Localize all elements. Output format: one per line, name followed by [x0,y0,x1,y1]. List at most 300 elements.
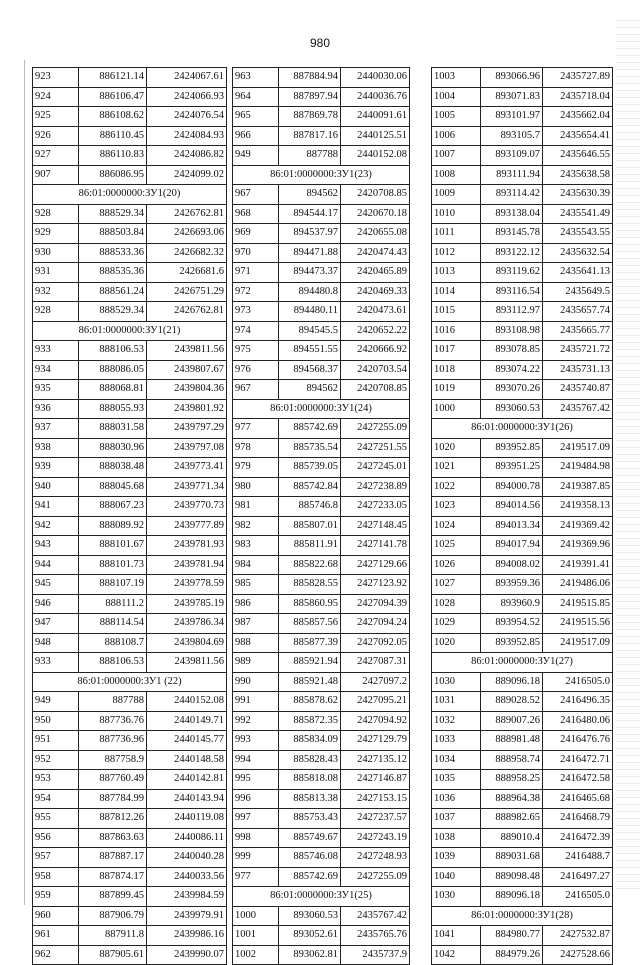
table-row [233,302,410,322]
x-coordinate-cell: 888086.05 [79,360,147,380]
point-number-cell: 973 [233,302,279,322]
section-header-row [432,653,613,673]
y-coordinate-cell: 2427094.39 [341,594,410,614]
x-coordinate-cell: 893066.96 [481,68,543,88]
x-coordinate-cell: 886110.45 [79,126,147,146]
point-number-cell: 994 [233,750,279,770]
table-row [233,263,410,283]
table-row [432,731,613,751]
point-number-cell: 933 [33,653,79,673]
y-coordinate-cell: 2416472.71 [543,750,613,770]
y-coordinate-cell: 2440040.28 [147,848,227,868]
table-row [33,809,227,829]
table-row [233,867,410,887]
x-coordinate-cell: 888106.53 [79,653,147,673]
point-number-cell: 1038 [432,828,481,848]
x-coordinate-cell: 893959.36 [481,575,543,595]
x-coordinate-cell: 888981.48 [481,731,543,751]
y-coordinate-cell: 2427094.24 [341,614,410,634]
point-number-cell: 947 [33,614,79,634]
table-row [33,458,227,478]
table-row [33,243,227,263]
x-coordinate-cell: 888561.24 [79,282,147,302]
y-coordinate-cell: 2439984.59 [147,887,227,907]
x-coordinate-cell: 885753.43 [279,809,341,829]
point-number-cell: 1006 [432,126,481,146]
point-number-cell: 989 [233,653,279,673]
y-coordinate-cell: 2435721.72 [543,341,613,361]
point-number-cell: 935 [33,380,79,400]
table-row [33,360,227,380]
y-coordinate-cell: 2440152.08 [147,692,227,712]
point-number-cell: 1024 [432,516,481,536]
y-coordinate-cell: 2427094.92 [341,711,410,731]
x-coordinate-cell: 888503.84 [79,224,147,244]
cadastral-section-label: 86:01:0000000:ЗУ1 (22) [33,672,227,692]
y-coordinate-cell: 2440091.61 [341,107,410,127]
y-coordinate-cell: 2440086.11 [147,828,227,848]
table-row [432,575,613,595]
x-coordinate-cell: 893101.97 [481,107,543,127]
x-coordinate-cell: 893108.98 [481,321,543,341]
table-row [33,575,227,595]
point-number-cell: 977 [233,419,279,439]
x-coordinate-cell: 888030.96 [79,438,147,458]
table-row [33,789,227,809]
point-number-cell: 990 [233,672,279,692]
table-row [432,438,613,458]
table-row [33,516,227,536]
x-coordinate-cell: 894568.37 [279,360,341,380]
table-row [432,321,613,341]
x-coordinate-cell: 888107.19 [79,575,147,595]
table-row [233,224,410,244]
table-row [432,107,613,127]
x-coordinate-cell: 887736.76 [79,711,147,731]
point-number-cell: 1041 [432,926,481,946]
y-coordinate-cell: 2416476.76 [543,731,613,751]
table-row [432,867,613,887]
y-coordinate-cell: 2435543.55 [543,224,613,244]
point-number-cell: 1037 [432,809,481,829]
x-coordinate-cell: 893071.83 [481,87,543,107]
point-number-cell: 938 [33,438,79,458]
x-coordinate-cell: 887736.96 [79,731,147,751]
y-coordinate-cell: 2435727.89 [543,68,613,88]
y-coordinate-cell: 2439781.93 [147,536,227,556]
y-coordinate-cell: 2435737.9 [341,945,410,965]
y-coordinate-cell: 2420708.85 [341,380,410,400]
table-row [233,126,410,146]
y-coordinate-cell: 2419387.85 [543,477,613,497]
table-row [432,341,613,361]
section-header-row [432,419,613,439]
x-coordinate-cell: 894017.94 [481,536,543,556]
table-row [432,750,613,770]
table-row [432,204,613,224]
x-coordinate-cell: 888529.34 [79,302,147,322]
y-coordinate-cell: 2440148.58 [147,750,227,770]
table-row [33,633,227,653]
table-row [233,497,410,517]
table-row [432,146,613,166]
table-row [432,165,613,185]
y-coordinate-cell: 2435740.87 [543,380,613,400]
point-number-cell: 1000 [233,906,279,926]
point-number-cell: 952 [33,750,79,770]
y-coordinate-cell: 2424086.82 [147,146,227,166]
point-number-cell: 997 [233,809,279,829]
point-number-cell: 986 [233,594,279,614]
x-coordinate-cell: 893122.12 [481,243,543,263]
y-coordinate-cell: 2440142.81 [147,770,227,790]
y-coordinate-cell: 2439804.36 [147,380,227,400]
table-row [233,711,410,731]
x-coordinate-cell: 888964.38 [481,789,543,809]
x-coordinate-cell: 885822.68 [279,555,341,575]
section-header-row [233,165,410,185]
point-number-cell: 967 [233,380,279,400]
point-number-cell: 978 [233,438,279,458]
x-coordinate-cell: 894008.02 [481,555,543,575]
x-coordinate-cell: 888529.34 [79,204,147,224]
table-row [33,380,227,400]
table-row [432,516,613,536]
x-coordinate-cell: 884980.77 [481,926,543,946]
point-number-cell: 932 [33,282,79,302]
point-number-cell: 1017 [432,341,481,361]
y-coordinate-cell: 2427251.55 [341,438,410,458]
point-number-cell: 944 [33,555,79,575]
y-coordinate-cell: 2419391.41 [543,555,613,575]
table-row [233,146,410,166]
table-row [33,887,227,907]
x-coordinate-cell: 887788 [79,692,147,712]
y-coordinate-cell: 2427243.19 [341,828,410,848]
point-number-cell: 1008 [432,165,481,185]
point-number-cell: 958 [33,867,79,887]
point-number-cell: 1002 [233,945,279,965]
y-coordinate-cell: 2427532.87 [543,926,613,946]
table-row [33,906,227,926]
table-row [432,126,613,146]
point-number-cell: 1030 [432,672,481,692]
coordinates-table-middle [232,67,410,965]
x-coordinate-cell: 885834.09 [279,731,341,751]
point-number-cell: 945 [33,575,79,595]
point-number-cell: 955 [33,809,79,829]
x-coordinate-cell: 893952.85 [481,438,543,458]
point-number-cell: 1012 [432,243,481,263]
point-number-cell: 927 [33,146,79,166]
table-row [233,360,410,380]
x-coordinate-cell: 885872.35 [279,711,341,731]
table-row [233,770,410,790]
table-row [233,185,410,205]
point-number-cell: 946 [33,594,79,614]
x-coordinate-cell: 887887.17 [79,848,147,868]
point-number-cell: 1029 [432,614,481,634]
point-number-cell: 1010 [432,204,481,224]
y-coordinate-cell: 2439797.29 [147,419,227,439]
y-coordinate-cell: 2420474.43 [341,243,410,263]
point-number-cell: 1003 [432,68,481,88]
point-number-cell: 957 [33,848,79,868]
y-coordinate-cell: 2419515.85 [543,594,613,614]
table-row [432,68,613,88]
point-number-cell: 965 [233,107,279,127]
x-coordinate-cell: 885813.38 [279,789,341,809]
y-coordinate-cell: 2427095.21 [341,692,410,712]
table-row [233,536,410,556]
point-number-cell: 956 [33,828,79,848]
point-number-cell: 929 [33,224,79,244]
cadastral-section-label: 86:01:0000000:ЗУ1(20) [33,185,227,205]
y-coordinate-cell: 2426762.81 [147,204,227,224]
x-coordinate-cell: 893951.25 [481,458,543,478]
point-number-cell: 1001 [233,926,279,946]
point-number-cell: 928 [33,204,79,224]
x-coordinate-cell: 885746.8 [279,497,341,517]
table-row [432,555,613,575]
y-coordinate-cell: 2427135.12 [341,750,410,770]
y-coordinate-cell: 2440030.06 [341,68,410,88]
y-coordinate-cell: 2439797.08 [147,438,227,458]
point-number-cell: 1023 [432,497,481,517]
y-coordinate-cell: 2439804.69 [147,633,227,653]
table-row [233,906,410,926]
y-coordinate-cell: 2416465.68 [543,789,613,809]
x-coordinate-cell: 893078.85 [481,341,543,361]
y-coordinate-cell: 2439773.41 [147,458,227,478]
y-coordinate-cell: 2435657.74 [543,302,613,322]
table-row [33,68,227,88]
x-coordinate-cell: 893114.42 [481,185,543,205]
x-coordinate-cell: 888089.92 [79,516,147,536]
y-coordinate-cell: 2420666.92 [341,341,410,361]
y-coordinate-cell: 2440149.71 [147,711,227,731]
y-coordinate-cell: 2439781.94 [147,555,227,575]
point-number-cell: 1030 [432,887,481,907]
table-row [33,770,227,790]
coordinates-table-right [431,67,613,965]
cadastral-section-label: 86:01:0000000:ЗУ1(21) [33,321,227,341]
y-coordinate-cell: 2419517.09 [543,633,613,653]
table-row [432,848,613,868]
point-number-cell: 941 [33,497,79,517]
scan-edge-line [24,60,25,905]
y-coordinate-cell: 2419484.98 [543,458,613,478]
x-coordinate-cell: 893145.78 [481,224,543,244]
table-row [233,653,410,673]
point-number-cell: 1033 [432,731,481,751]
y-coordinate-cell: 2416505.0 [543,887,613,907]
table-row [432,672,613,692]
x-coordinate-cell: 887758.9 [79,750,147,770]
point-number-cell: 954 [33,789,79,809]
y-coordinate-cell: 2427528.66 [543,945,613,965]
x-coordinate-cell: 887817.16 [279,126,341,146]
x-coordinate-cell: 885828.55 [279,575,341,595]
table-row [233,731,410,751]
x-coordinate-cell: 887897.94 [279,87,341,107]
table-row [33,497,227,517]
y-coordinate-cell: 2440036.76 [341,87,410,107]
y-coordinate-cell: 2416505.0 [543,672,613,692]
point-number-cell: 1026 [432,555,481,575]
table-row [432,887,613,907]
cadastral-section-label: 86:01:0000000:ЗУ1(24) [233,399,410,419]
table-row [233,633,410,653]
table-row [33,165,227,185]
section-header-row [33,321,227,341]
table-row [33,867,227,887]
point-number-cell: 907 [33,165,79,185]
y-coordinate-cell: 2424084.93 [147,126,227,146]
table-row [233,575,410,595]
table-row [233,614,410,634]
table-row [233,341,410,361]
x-coordinate-cell: 888535.36 [79,263,147,283]
y-coordinate-cell: 2440145.77 [147,731,227,751]
x-coordinate-cell: 893119.62 [481,263,543,283]
y-coordinate-cell: 2420655.08 [341,224,410,244]
y-coordinate-cell: 2427123.92 [341,575,410,595]
table-row [33,692,227,712]
x-coordinate-cell: 888958.25 [481,770,543,790]
table-row [233,477,410,497]
point-number-cell: 953 [33,770,79,790]
point-number-cell: 966 [233,126,279,146]
point-number-cell: 939 [33,458,79,478]
point-number-cell: 1018 [432,360,481,380]
point-number-cell: 1020 [432,633,481,653]
table-row [432,789,613,809]
x-coordinate-cell: 886086.95 [79,165,147,185]
point-number-cell: 923 [33,68,79,88]
y-coordinate-cell: 2435767.42 [341,906,410,926]
table-row [432,536,613,556]
table-row [33,945,227,965]
point-number-cell: 1039 [432,848,481,868]
table-row [33,126,227,146]
y-coordinate-cell: 2427248.93 [341,848,410,868]
point-number-cell: 995 [233,770,279,790]
x-coordinate-cell: 887911.8 [79,926,147,946]
y-coordinate-cell: 2439986.16 [147,926,227,946]
point-number-cell: 976 [233,360,279,380]
point-number-cell: 996 [233,789,279,809]
point-number-cell: 924 [33,87,79,107]
x-coordinate-cell: 893116.54 [481,282,543,302]
point-number-cell: 963 [233,68,279,88]
y-coordinate-cell: 2416472.39 [543,828,613,848]
point-number-cell: 1009 [432,185,481,205]
table-row [432,633,613,653]
y-coordinate-cell: 2427141.78 [341,536,410,556]
x-coordinate-cell: 893052.61 [279,926,341,946]
table-row [432,243,613,263]
x-coordinate-cell: 885746.08 [279,848,341,868]
x-coordinate-cell: 888038.48 [79,458,147,478]
x-coordinate-cell: 887760.49 [79,770,147,790]
x-coordinate-cell: 887869.78 [279,107,341,127]
y-coordinate-cell: 2420465.89 [341,263,410,283]
point-number-cell: 1011 [432,224,481,244]
point-number-cell: 962 [33,945,79,965]
y-coordinate-cell: 2440125.51 [341,126,410,146]
y-coordinate-cell: 2435646.55 [543,146,613,166]
x-coordinate-cell: 887812.26 [79,809,147,829]
table-row [233,438,410,458]
y-coordinate-cell: 2435541.49 [543,204,613,224]
y-coordinate-cell: 2435649.5 [543,282,613,302]
y-coordinate-cell: 2419369.42 [543,516,613,536]
y-coordinate-cell: 2439811.56 [147,341,227,361]
y-coordinate-cell: 2420670.18 [341,204,410,224]
point-number-cell: 991 [233,692,279,712]
point-number-cell: 969 [233,224,279,244]
x-coordinate-cell: 888533.36 [79,243,147,263]
table-row [33,477,227,497]
x-coordinate-cell: 888031.58 [79,419,147,439]
y-coordinate-cell: 2419358.13 [543,497,613,517]
x-coordinate-cell: 885749.67 [279,828,341,848]
x-coordinate-cell: 888045.68 [79,477,147,497]
x-coordinate-cell: 888982.65 [481,809,543,829]
point-number-cell: 925 [33,107,79,127]
x-coordinate-cell: 894471.88 [279,243,341,263]
point-number-cell: 933 [33,341,79,361]
table-row [233,282,410,302]
x-coordinate-cell: 885818.08 [279,770,341,790]
table-row [432,497,613,517]
cadastral-section-label: 86:01:0000000:ЗУ1(23) [233,165,410,185]
x-coordinate-cell: 889007.26 [481,711,543,731]
x-coordinate-cell: 888958.74 [481,750,543,770]
table-row [233,809,410,829]
table-row [432,770,613,790]
y-coordinate-cell: 2435767.42 [543,399,613,419]
y-coordinate-cell: 2439770.73 [147,497,227,517]
section-header-row [233,887,410,907]
x-coordinate-cell: 894480.11 [279,302,341,322]
point-number-cell: 999 [233,848,279,868]
table-row [432,809,613,829]
y-coordinate-cell: 2420708.85 [341,185,410,205]
table-row [432,87,613,107]
cadastral-section-label: 86:01:0000000:ЗУ1(26) [432,419,613,439]
table-row [432,828,613,848]
x-coordinate-cell: 889010.4 [481,828,543,848]
table-row [432,399,613,419]
y-coordinate-cell: 2416497.27 [543,867,613,887]
x-coordinate-cell: 885742.69 [279,867,341,887]
y-coordinate-cell: 2440119.08 [147,809,227,829]
point-number-cell: 979 [233,458,279,478]
point-number-cell: 931 [33,263,79,283]
section-header-row [33,185,227,205]
point-number-cell: 1016 [432,321,481,341]
table-row [33,731,227,751]
x-coordinate-cell: 889031.68 [481,848,543,868]
x-coordinate-cell: 887884.94 [279,68,341,88]
x-coordinate-cell: 893062.81 [279,945,341,965]
point-number-cell: 959 [33,887,79,907]
x-coordinate-cell: 893952.85 [481,633,543,653]
y-coordinate-cell: 2424099.02 [147,165,227,185]
y-coordinate-cell: 2427087.31 [341,653,410,673]
